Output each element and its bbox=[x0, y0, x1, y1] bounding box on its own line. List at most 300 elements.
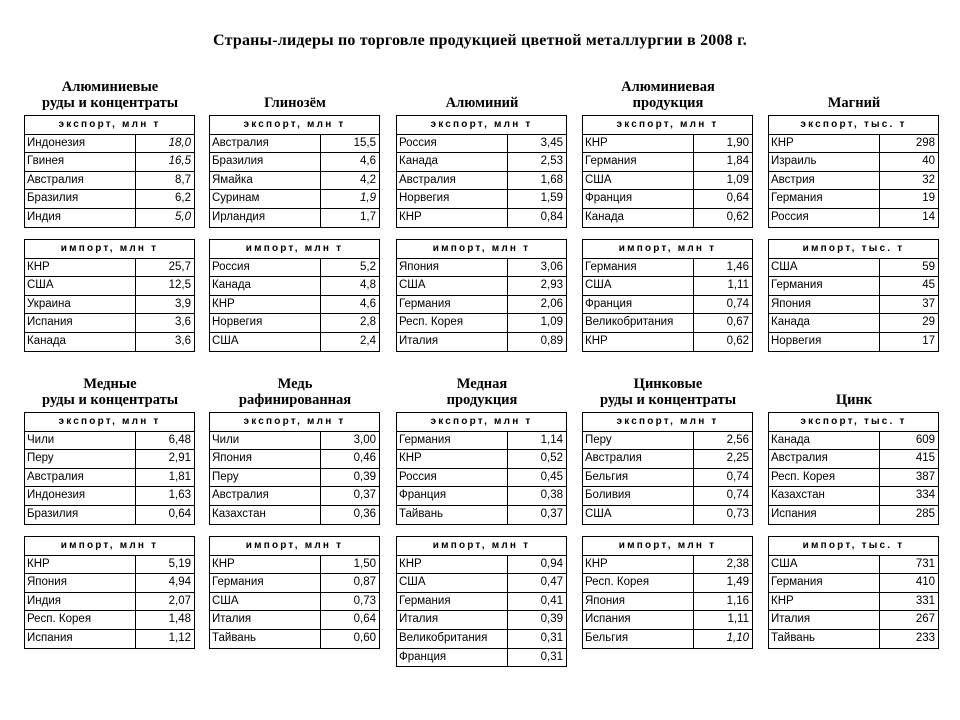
table-row bbox=[583, 593, 753, 612]
table-row bbox=[397, 172, 567, 191]
country-cell: Бельгия bbox=[583, 630, 694, 648]
value-cell: 387 bbox=[915, 470, 935, 483]
section-title bbox=[388, 95, 576, 111]
export-table bbox=[24, 115, 195, 228]
value-cell: 0,39 bbox=[353, 470, 376, 483]
value-cell: 16,5 bbox=[168, 155, 191, 168]
export-table bbox=[209, 412, 380, 525]
export-table bbox=[24, 412, 195, 525]
country-cell: Великобритания bbox=[397, 630, 508, 648]
table-row bbox=[583, 277, 753, 296]
table-row bbox=[769, 314, 939, 333]
table-row bbox=[583, 172, 753, 191]
table-row bbox=[583, 506, 753, 525]
value-cell: 0,74 bbox=[726, 489, 749, 502]
value-cell: 233 bbox=[915, 631, 935, 644]
country-cell: Австралия bbox=[769, 450, 880, 468]
table-row bbox=[25, 259, 195, 278]
country-cell: Австралия bbox=[397, 172, 508, 190]
value-cell: 4,6 bbox=[360, 297, 376, 310]
country-cell: КНР bbox=[210, 296, 321, 314]
table-row bbox=[769, 450, 939, 469]
value-cell: 5,2 bbox=[360, 260, 376, 273]
table-row bbox=[25, 190, 195, 209]
country-cell: Франция bbox=[397, 487, 508, 505]
country-cell: Перу bbox=[25, 450, 136, 468]
value-cell: 334 bbox=[915, 489, 935, 502]
table-row bbox=[583, 314, 753, 333]
table-row bbox=[210, 333, 380, 352]
country-cell: Украина bbox=[25, 296, 136, 314]
table-row bbox=[25, 333, 195, 352]
value-cell: 331 bbox=[915, 594, 935, 607]
value-cell: 40 bbox=[922, 155, 935, 168]
country-cell: Индонезия bbox=[25, 135, 136, 153]
value-cell: 2,53 bbox=[540, 155, 563, 168]
value-cell: 0,31 bbox=[540, 631, 563, 644]
value-cell: 1,81 bbox=[168, 470, 191, 483]
table-row bbox=[397, 506, 567, 525]
value-cell: 5,0 bbox=[175, 210, 191, 223]
section-title bbox=[16, 79, 204, 111]
import-table-header: импорт, млн т bbox=[397, 240, 567, 259]
import-table-header: импорт, млн т bbox=[25, 240, 195, 259]
value-cell: 0,36 bbox=[353, 507, 376, 520]
value-cell: 29 bbox=[922, 316, 935, 329]
section-title-line: Цинк bbox=[835, 392, 873, 408]
table-row bbox=[25, 432, 195, 451]
value-cell: 2,06 bbox=[540, 297, 563, 310]
country-cell: Германия bbox=[397, 296, 508, 314]
value-cell: 0,46 bbox=[353, 452, 376, 465]
section-title-line: рафинированная bbox=[238, 392, 352, 408]
export-table bbox=[582, 115, 753, 228]
value-cell: 59 bbox=[922, 260, 935, 273]
value-cell: 0,47 bbox=[540, 576, 563, 589]
value-cell: 0,38 bbox=[540, 489, 563, 502]
country-cell: Ямайка bbox=[210, 172, 321, 190]
table-row bbox=[769, 209, 939, 228]
import-table-header: импорт, млн т bbox=[583, 240, 753, 259]
country-cell: Респ. Корея bbox=[25, 611, 136, 629]
export-table-header: экспорт, тыс. т bbox=[769, 413, 939, 432]
section-title-line: Алюминиевая bbox=[621, 79, 715, 95]
country-cell: КНР bbox=[769, 135, 880, 153]
table-row bbox=[769, 172, 939, 191]
table-row bbox=[769, 135, 939, 154]
table-row bbox=[397, 574, 567, 593]
value-cell: 1,63 bbox=[168, 489, 191, 502]
value-cell: 410 bbox=[915, 576, 935, 589]
country-cell: США bbox=[583, 506, 694, 524]
import-table-header: импорт, млн т bbox=[583, 537, 753, 556]
table-row bbox=[583, 574, 753, 593]
table-row bbox=[769, 432, 939, 451]
country-cell: Казахстан bbox=[769, 487, 880, 505]
country-cell: Израиль bbox=[769, 153, 880, 171]
country-cell: Франция bbox=[397, 649, 508, 667]
value-cell: 0,37 bbox=[540, 507, 563, 520]
value-cell: 14 bbox=[922, 210, 935, 223]
table-row bbox=[769, 333, 939, 352]
import-table bbox=[396, 239, 567, 352]
value-cell: 4,94 bbox=[168, 576, 191, 589]
export-table bbox=[209, 115, 380, 228]
table-row bbox=[583, 333, 753, 352]
country-cell: Япония bbox=[210, 450, 321, 468]
country-cell: Тайвань bbox=[397, 506, 508, 524]
page-title: Страны-лидеры по торговле продукцией цветной металлургии в 2008 г. bbox=[213, 32, 747, 49]
country-cell: КНР bbox=[583, 333, 694, 351]
value-cell: 19 bbox=[922, 192, 935, 205]
export-table-header: экспорт, млн т bbox=[210, 116, 380, 135]
country-cell: Франция bbox=[583, 190, 694, 208]
table-row bbox=[769, 611, 939, 630]
section-title-line: Медная bbox=[456, 376, 508, 392]
import-table bbox=[768, 239, 939, 352]
country-cell: Бразилия bbox=[25, 190, 136, 208]
value-cell: 1,59 bbox=[540, 192, 563, 205]
value-cell: 1,16 bbox=[726, 594, 749, 607]
country-cell: Австралия bbox=[583, 450, 694, 468]
value-cell: 609 bbox=[915, 433, 935, 446]
country-cell: Перу bbox=[583, 432, 694, 450]
value-cell: 0,31 bbox=[540, 650, 563, 663]
value-cell: 1,10 bbox=[726, 631, 749, 644]
value-cell: 8,7 bbox=[175, 173, 191, 186]
value-cell: 1,14 bbox=[540, 433, 563, 446]
country-cell: КНР bbox=[583, 556, 694, 574]
country-cell: Индия bbox=[25, 209, 136, 227]
country-cell: Германия bbox=[769, 277, 880, 295]
country-cell: Тайвань bbox=[210, 630, 321, 648]
country-cell: КНР bbox=[397, 209, 508, 227]
country-cell: Германия bbox=[397, 593, 508, 611]
country-cell: США bbox=[397, 277, 508, 295]
value-cell: 2,4 bbox=[360, 334, 376, 347]
table-row bbox=[583, 630, 753, 649]
table-row bbox=[397, 487, 567, 506]
value-cell: 3,06 bbox=[540, 260, 563, 273]
country-cell: Австралия bbox=[25, 469, 136, 487]
value-cell: 2,8 bbox=[360, 316, 376, 329]
country-cell: Испания bbox=[583, 611, 694, 629]
import-table-header: импорт, млн т bbox=[25, 537, 195, 556]
country-cell: США bbox=[769, 556, 880, 574]
table-row bbox=[583, 259, 753, 278]
table-row bbox=[769, 593, 939, 612]
value-cell: 1,11 bbox=[727, 613, 749, 626]
country-cell: Чили bbox=[25, 432, 136, 450]
table-row bbox=[25, 574, 195, 593]
country-cell: Бразилия bbox=[210, 153, 321, 171]
country-cell: США bbox=[210, 593, 321, 611]
country-cell: Испания bbox=[769, 506, 880, 524]
country-cell: КНР bbox=[25, 259, 136, 277]
value-cell: 12,5 bbox=[168, 279, 191, 292]
country-cell: КНР bbox=[397, 450, 508, 468]
country-cell: Бельгия bbox=[583, 469, 694, 487]
table-row bbox=[769, 630, 939, 649]
table-row bbox=[397, 469, 567, 488]
table-row bbox=[210, 487, 380, 506]
table-row bbox=[583, 296, 753, 315]
table-row bbox=[769, 574, 939, 593]
value-cell: 2,93 bbox=[540, 279, 563, 292]
country-cell: Респ. Корея bbox=[397, 314, 508, 332]
value-cell: 0,37 bbox=[353, 489, 376, 502]
export-table bbox=[396, 412, 567, 525]
country-cell: США bbox=[210, 333, 321, 351]
value-cell: 0,74 bbox=[726, 297, 749, 310]
import-table-header: импорт, млн т bbox=[210, 240, 380, 259]
table-row bbox=[769, 487, 939, 506]
country-cell: Россия bbox=[397, 469, 508, 487]
table-row bbox=[397, 630, 567, 649]
value-cell: 1,09 bbox=[540, 316, 563, 329]
country-cell: КНР bbox=[397, 556, 508, 574]
export-table bbox=[768, 115, 939, 228]
table-row bbox=[397, 593, 567, 612]
value-cell: 37 bbox=[922, 297, 935, 310]
import-table bbox=[209, 239, 380, 352]
value-cell: 0,84 bbox=[540, 210, 563, 223]
country-cell: Италия bbox=[397, 333, 508, 351]
value-cell: 45 bbox=[922, 279, 935, 292]
table-row bbox=[25, 314, 195, 333]
table-row bbox=[25, 487, 195, 506]
value-cell: 3,00 bbox=[353, 433, 376, 446]
section-title-line: Магний bbox=[827, 95, 881, 111]
import-table bbox=[396, 536, 567, 667]
table-row bbox=[210, 190, 380, 209]
export-table-header: экспорт, тыс. т bbox=[769, 116, 939, 135]
country-cell: США bbox=[397, 574, 508, 592]
country-cell: Норвегия bbox=[397, 190, 508, 208]
import-table-header: импорт, млн т bbox=[397, 537, 567, 556]
table-row bbox=[583, 611, 753, 630]
country-cell: Гвинея bbox=[25, 153, 136, 171]
table-row bbox=[583, 135, 753, 154]
value-cell: 1,12 bbox=[168, 631, 191, 644]
value-cell: 3,45 bbox=[540, 136, 563, 149]
table-row bbox=[583, 153, 753, 172]
table-row bbox=[25, 469, 195, 488]
table-row bbox=[210, 611, 380, 630]
table-row bbox=[210, 469, 380, 488]
value-cell: 285 bbox=[915, 507, 935, 520]
import-table bbox=[582, 239, 753, 352]
table-row bbox=[210, 209, 380, 228]
country-cell: Австрия bbox=[769, 172, 880, 190]
country-cell: КНР bbox=[210, 556, 321, 574]
section-title-line: Медные bbox=[83, 376, 137, 392]
value-cell: 0,39 bbox=[540, 613, 563, 626]
country-cell: Италия bbox=[397, 611, 508, 629]
country-cell: Индия bbox=[25, 593, 136, 611]
table-row bbox=[583, 469, 753, 488]
country-cell: Япония bbox=[397, 259, 508, 277]
export-table-header: экспорт, млн т bbox=[397, 116, 567, 135]
section-title-line: Глинозём bbox=[264, 95, 326, 111]
country-cell: Казахстан bbox=[210, 506, 321, 524]
table-row bbox=[210, 506, 380, 525]
country-cell: Австралия bbox=[210, 135, 321, 153]
value-cell: 0,64 bbox=[353, 613, 376, 626]
import-table-header: импорт, млн т bbox=[210, 537, 380, 556]
table-row bbox=[397, 296, 567, 315]
table-row bbox=[397, 611, 567, 630]
country-cell: Италия bbox=[210, 611, 321, 629]
table-row bbox=[769, 259, 939, 278]
country-cell: Италия bbox=[769, 611, 880, 629]
table-row bbox=[210, 450, 380, 469]
table-row bbox=[210, 277, 380, 296]
value-cell: 25,7 bbox=[168, 260, 191, 273]
table-row bbox=[769, 153, 939, 172]
country-cell: Респ. Корея bbox=[583, 574, 694, 592]
value-cell: 0,74 bbox=[726, 470, 749, 483]
table-row bbox=[25, 172, 195, 191]
country-cell: США bbox=[769, 259, 880, 277]
value-cell: 6,48 bbox=[168, 433, 191, 446]
country-cell: Канада bbox=[769, 314, 880, 332]
country-cell: Япония bbox=[583, 593, 694, 611]
export-table-header: экспорт, млн т bbox=[583, 116, 753, 135]
country-cell: Суринам bbox=[210, 190, 321, 208]
country-cell: Чили bbox=[210, 432, 321, 450]
value-cell: 1,68 bbox=[540, 173, 563, 186]
table-row bbox=[583, 556, 753, 575]
table-row bbox=[210, 314, 380, 333]
table-row bbox=[210, 574, 380, 593]
value-cell: 0,64 bbox=[168, 507, 191, 520]
country-cell: Франция bbox=[583, 296, 694, 314]
value-cell: 1,09 bbox=[726, 173, 749, 186]
country-cell: КНР bbox=[769, 593, 880, 611]
country-cell: Ирландия bbox=[210, 209, 321, 227]
table-row bbox=[25, 506, 195, 525]
table-row bbox=[397, 209, 567, 228]
country-cell: Австралия bbox=[210, 487, 321, 505]
value-cell: 15,5 bbox=[353, 136, 376, 149]
value-cell: 18,0 bbox=[168, 136, 191, 149]
table-row bbox=[397, 314, 567, 333]
value-cell: 3,6 bbox=[175, 316, 191, 329]
value-cell: 1,48 bbox=[168, 613, 191, 626]
import-table bbox=[24, 239, 195, 352]
table-row bbox=[769, 556, 939, 575]
table-row bbox=[25, 277, 195, 296]
country-cell: Испания bbox=[25, 314, 136, 332]
section-title-line: продукция bbox=[632, 95, 704, 111]
country-cell: Россия bbox=[397, 135, 508, 153]
export-table bbox=[396, 115, 567, 228]
country-cell: Япония bbox=[769, 296, 880, 314]
value-cell: 0,60 bbox=[353, 631, 376, 644]
section-title bbox=[388, 376, 576, 408]
value-cell: 2,56 bbox=[726, 433, 749, 446]
section-title-line: руды и концентраты bbox=[41, 95, 179, 111]
value-cell: 17 bbox=[922, 334, 935, 347]
table-row bbox=[397, 450, 567, 469]
country-cell: Германия bbox=[210, 574, 321, 592]
section-title-line: руды и концентраты bbox=[599, 392, 737, 408]
country-cell: КНР bbox=[583, 135, 694, 153]
value-cell: 4,6 bbox=[360, 155, 376, 168]
value-cell: 0,41 bbox=[540, 594, 563, 607]
value-cell: 0,87 bbox=[353, 576, 376, 589]
table-row bbox=[397, 649, 567, 668]
country-cell: Германия bbox=[769, 190, 880, 208]
section-title bbox=[16, 376, 204, 408]
table-row bbox=[210, 556, 380, 575]
value-cell: 1,84 bbox=[726, 155, 749, 168]
country-cell: Германия bbox=[769, 574, 880, 592]
table-row bbox=[25, 593, 195, 612]
value-cell: 6,2 bbox=[175, 192, 191, 205]
country-cell: Германия bbox=[397, 432, 508, 450]
section-title-line: Медь bbox=[277, 376, 313, 392]
country-cell: КНР bbox=[25, 556, 136, 574]
table-row bbox=[397, 190, 567, 209]
value-cell: 4,8 bbox=[360, 279, 376, 292]
import-table bbox=[209, 536, 380, 649]
value-cell: 4,2 bbox=[360, 173, 376, 186]
value-cell: 0,52 bbox=[540, 452, 563, 465]
table-row bbox=[397, 153, 567, 172]
section-title-line: продукция bbox=[446, 392, 518, 408]
value-cell: 0,62 bbox=[726, 334, 749, 347]
table-row bbox=[583, 432, 753, 451]
country-cell: Боливия bbox=[583, 487, 694, 505]
section-title-line: Алюминий bbox=[445, 95, 519, 111]
table-row bbox=[769, 469, 939, 488]
import-table bbox=[768, 536, 939, 649]
table-row bbox=[769, 190, 939, 209]
table-row bbox=[769, 506, 939, 525]
country-cell: США bbox=[583, 277, 694, 295]
country-cell: США bbox=[583, 172, 694, 190]
export-table bbox=[768, 412, 939, 525]
value-cell: 0,62 bbox=[726, 210, 749, 223]
table-row bbox=[769, 296, 939, 315]
table-row bbox=[210, 259, 380, 278]
country-cell: Бразилия bbox=[25, 506, 136, 524]
value-cell: 32 bbox=[922, 173, 935, 186]
value-cell: 2,25 bbox=[726, 452, 749, 465]
section-title bbox=[760, 95, 948, 111]
country-cell: Канада bbox=[769, 432, 880, 450]
value-cell: 0,73 bbox=[353, 594, 376, 607]
table-row bbox=[210, 593, 380, 612]
country-cell: Великобритания bbox=[583, 314, 694, 332]
table-row bbox=[583, 450, 753, 469]
country-cell: Тайвань bbox=[769, 630, 880, 648]
value-cell: 731 bbox=[915, 557, 935, 570]
export-table-header: экспорт, млн т bbox=[25, 116, 195, 135]
country-cell: Канада bbox=[25, 333, 136, 351]
table-row bbox=[210, 153, 380, 172]
section-title-line: руды и концентраты bbox=[41, 392, 179, 408]
value-cell: 2,91 bbox=[168, 452, 191, 465]
export-table-header: экспорт, млн т bbox=[210, 413, 380, 432]
value-cell: 0,94 bbox=[540, 557, 563, 570]
import-table bbox=[24, 536, 195, 649]
value-cell: 3,6 bbox=[175, 334, 191, 347]
import-table bbox=[582, 536, 753, 649]
table-row bbox=[397, 432, 567, 451]
